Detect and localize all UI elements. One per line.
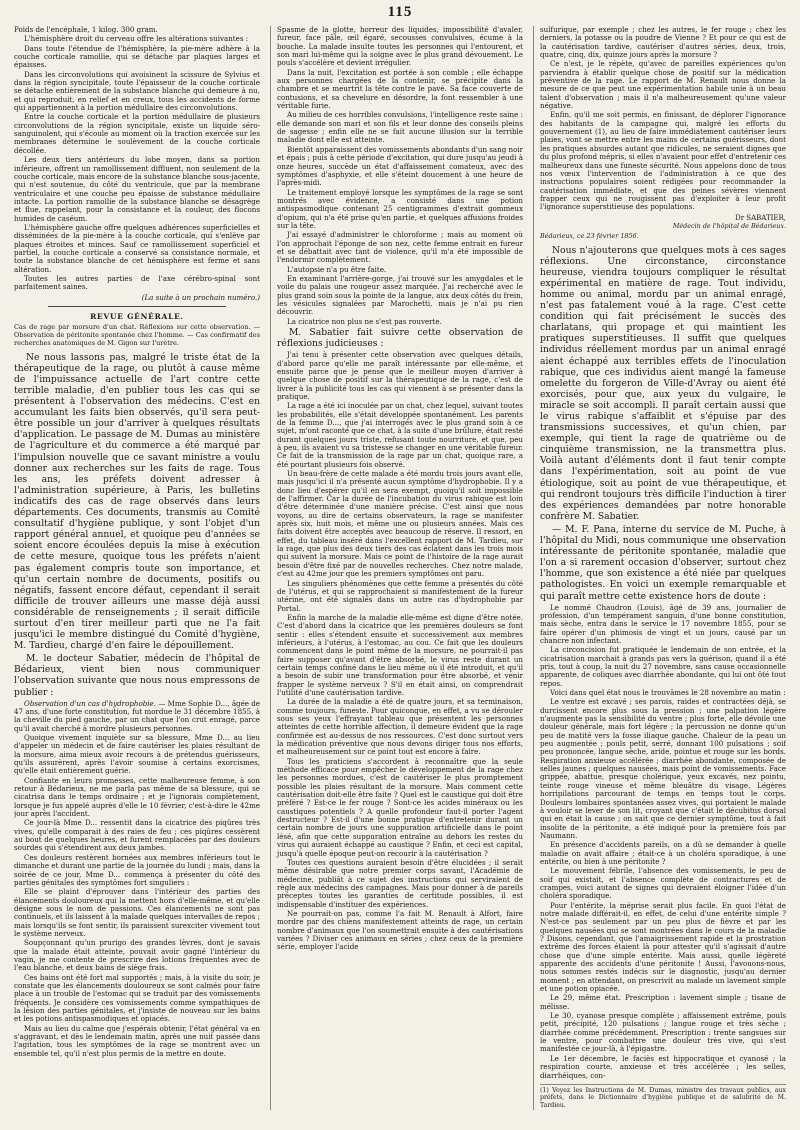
paragraph: Soupçonnant qu'un prurigo des grandes lèvres, dont je savais que la malade était atteinte, pouvait avoir gagné l'intérieur du vagin, je me contente de prescrire des lotions fréquentes avec de l'eau blanche, et deux bains de siège frais. <box>14 938 260 973</box>
paragraph: Dans les circonvolutions qui avoisinent la scissure de Sylvius et dans la région syncipitale, toute l'épaisseur de la couche corticale se détache entièrement de la substance blanche qui demeure à nu, et qui reproduit, en relief et en creux, tous les accidents de forme qui appartiennent à la portion médullaire des circonvolutions. <box>14 69 260 113</box>
column-right <box>533 26 786 1110</box>
paragraph: Pour l'entérite, la méprise serait plus facile. En quoi l'état de notre malade différait-il, en effet, de celui d'une entérite simple ? N'est-ce pas seulement par un peu plus de fièvre et par les quelques nausées qui se sont montrées dans le cours de la maladie ? Disons, cependant, que l'amaigrissement rapide et la prostration extrême des forces étaient là pour attester qu'il s'agissait d'autre chose que d'une simple entérite. Mais aussi, quelle légèreté apparente des accidents d'une péritonite ! Aussi, l'avouons-nous, nous sommes restés indécis sur le diagnostic, jusqu'au dernier moment ; en attendant, on prescrivit au malade un lavement simple et une potion opiacée. <box>540 900 786 994</box>
paragraph: L'hémisphère droit du cerveau offre les altérations suivantes : <box>24 34 249 44</box>
column-left <box>14 26 260 1110</box>
paragraph: Nous n'ajouterons que quelques mots à ces sages réflexions. Une circonstance, circonstance heureuse, viendra toujours compliquer le résultat expérimental en matière de rage. Tout individu, homme ou animal, mordu par un animal enragé, n'est pas fatalement voué à la rage. C'est cette condition qui fait précisément le succès des charlatans, qui propage et qui maintient les pratiques superstitieuses. Il suffit que quelques individus réellement mordus par un animal enragé aient échappé aux terribles effets de l'inoculation rabique, que ces individus aient mangé la fameuse omelette du forgeron de Ville-d'Avray ou aient été exorcisés, pour que, aux yeux du vulgaire, le miracle se soit accompli. Il paraît certain aussi que le virus rabique s'affaiblit et s'épuise par des transmissions successives, et qu'un chien, par exemple, qui tient la rage de quatrième ou de cinquième transmission, ne la transmettra plus. Voilà autant d'éléments dont il faut tenir compte dans l'expérimentation, soit au point de vue étiologique, soit au point de vue thérapeutique, et qui rendront toujours très difficile l'induction à tirer des expériences demandées par notre honorable confrère M. Sabatier. <box>540 244 786 522</box>
paragraph: Mais au lieu du calme que j'espérais obtenir, l'état général va en s'aggravant, et dès le lendemain matin, après une nuit passée dans l'agitation, tous les symptômes de la rage se montrent avec un ensemble tel, qu'il n'est plus permis de la mettre en doute. <box>14 1023 260 1058</box>
observation-heading: Observation d'un cas d'hydrophobie. <box>24 698 156 708</box>
paragraph: En examinant l'arrière-gorge, j'ai trouvé sur les amygdales et le voile du palais une rougeur assez marquée. J'ai recherché avec le plus grand soin sous la pointe de la langue, aux deux côtés du frein, les vésicules signalées par Marochetti, mais je n'ai pu rien découvrir. <box>277 273 523 317</box>
paragraph: Le traitement employé lorsque les symptômes de la rage se sont montrés avec évidence, a consisté dans une potion antispasmodique contenant 25 centigrammes d'extrait gommeux d'opium, qui n'a été prise qu'en partie, et quelques affusions froides sur la tête. <box>277 187 523 230</box>
paragraph: Ce n'est, je le répète, qu'avec de pareilles expériences qu'on parviendra à établir quelque chose de positif sur la médication préventive de la rage. Le rapport de M. Renault nous donne la mesure de ce que peut une expérimentation habile unie à un beau talent d'observation ; mais il n'a malheureusement qu'une valeur négative. <box>540 59 786 111</box>
paragraph: Le 1er décembre, le faciès est hippocratique et cyanosé ; la respiration courte, anxieuse et très accélérée ; les selles, diarrhéiques, con- <box>540 1053 786 1080</box>
paragraph: Enfin, qu'il me soit permis, en finissant, de déplorer l'ignorance des habitants de la campagne qui, malgré les efforts du gouvernement (1), au lieu de faire immédiatement cautériser leurs plaies, vont se mettre entre les mains de certains guérisseurs, dont les pratiques absurdes autant que ridicules, ne seraient dignes que du plus profond mépris, si elles n'avaient pour effet d'entretenir ces malheureux dans une funeste sécurité. Nous appelons donc de tous nos vœux l'intervention de l'administration à ce que des instructions populaires soient rédigées pour recommander la cautérisation immédiate, et que des peines sévères viennent frapper ceux qui ne rougissent pas d'exploiter à leur profit l'ignorance superstitieuse des populations. <box>540 110 786 212</box>
paragraph: Poids de l'encéphale, 1 kilog. 300 gram. <box>14 26 158 34</box>
paragraph: La durée de la maladie a été de quatre jours, et sa terminaison, comme toujours, funeste. Pour quiconque, en effet, a vu se dérouler sous ses yeux l'effrayant tableau que présentent les personnes atteintes de cette horrible affection, il demeure évident que la rage confirmée est au-dessus de nos ressources. C'est donc surtout vers la médication préventive que nous devons diriger tous nos efforts, et malheureusement sur ce point tout est encore à faire. <box>277 697 523 757</box>
paragraph: Quoique vivement inquiète sur sa blessure, Mme D... au lieu d'appeler un médecin et de faire cautériser les plaies résultant de la morsure, aima mieux avoir recours à de prétendus guérisseurs, qu'ils assurèrent, après l'avoir soumise à certains exorcismes, qu'elle était entièrement guérie. <box>14 733 260 776</box>
paragraph: Le 30, cyanose presque complète ; affaissement extrême, pouls petit, précipité, 120 pulsations ; langue rouge et très sèche ; diarrhée comme précédemment. Prescription : trente sangsues sur le ventre, pour combattre une douleur très vive, qui s'est manifestée ce jour-là, à l'épigastre. <box>540 1011 786 1054</box>
observation-text: — Mme Sophie D..., âgée de 47 ans, d'une forte constitution, fut mordue le 31 décembre 1855, à la cheville du pied gauche, par un chat que l'on crut enragé, parce qu'il avait cherché à mordre plusieurs personnes. <box>14 698 260 733</box>
paragraph: Elle se plaint d'éprouver dans l'intérieur des parties des élancements douloureux qui la mettent hors d'elle-même, et qu'elle désigne sous le nom de passions. Ces élancements ne sont pas continuels, et ils laissent à la malade quelques intervalles de repos ; mais lorsqu'ils se font sentir, ils paraissent surexciter vivement tout le système nerveux. <box>14 887 260 938</box>
paragraph: — M. F. Pana, interne du service de M. Puche, à l'hôpital du Midi, nous communique une observation intéressante de péritonite spontanée, maladie que l'on a si rarement occasion d'observer, surtout chez l'homme, que son existence a été niée par quelques pathologistes. En voici un exemple remarquable et qui paraît mettre cette existence hors de doute : <box>540 523 786 602</box>
paragraph: Bientôt apparaissent des vomissements abondants d'un sang noir et épais ; puis à cette période d'excitation, qui dure jusqu'au jeudi à onze heures, succède un état d'affaissement comateux, avec des symptômes d'asphyxie, et elle s'éteint doucement à une heure de l'après-midi. <box>277 144 523 188</box>
paragraph: Le 29, même état. Prescription : lavement simple ; tisane de mélisse. <box>540 993 786 1011</box>
paragraph: En présence d'accidents pareils, on a dû se demander à quelle maladie on avait affaire ; était-ce à un choléra sporadique, à une entérite, ou bien à une péritonite ? <box>540 840 786 866</box>
paragraph: Un beau-frère de cette malade a été mordu trois jours avant elle, mais jusqu'ici il n'a présenté aucun symptôme d'hydrophobie. Il y a donc lieu d'espérer qu'il en sera exempt, quoiqu'il soit impossible de l'affirmer. Car la durée de l'incubation du virus rabique est loin d'être déterminée d'une manière précise. C'est ainsi que nous voyons, au dire de certains observateurs, la rage se manifester après six, huit mois, et même une ou plusieurs années. Mais ces faits doivent être acceptés avec beaucoup de réserve. Il ressort, en effet, du tableau inséré dans l'excellent rapport de M. Tardieu, sur la rage, que plus des deux tiers des cas éclatent dans les trois mois qui suivent la morsure. Mais ce point de l'histoire de la rage aurait besoin d'être fixé par de nouvelles recherches. Chez notre malade, c'est au 42me jour que les premiers symptômes ont paru. <box>277 469 523 579</box>
paragraph: Les deux tiers antérieurs du lobe moyen, dans sa portion inférieure, offrent un ramollissement diffluent, non seulement de la couche corticale, mais encore de la substance blanche sous-jacente, qui n'est soutenue, du côté du ventricule, que par la membrane ventriculaire et une couche peu épaisse de substance médullaire intacte. La portion ramollie de la substance blanche se désagrège et flue, rappelant, pour la consistance et la couleur, des flocons humides de caséum. <box>14 155 260 223</box>
paragraph: L'hémisphère gauche offre quelques adhérences superficielles et disséminées de la pie-mère à la couche corticale, qui s'enlève par plaques étroites et minces. Sauf ce ramollissement superficiel et partiel, la couche corticale a conservé sa consistance normale, et toute la substance blanche de cet hémisphère est ferme et sans altération. <box>14 222 260 274</box>
paragraph: Ne pourrait-on pas, comme l'a fait M. Renault à Alfort, faire mordre par des chiens manifestement atteints de rage, un certain nombre d'animaux que l'on soumettrait ensuite à des cautérisations variées ? Diviser ces animaux en séries ; chez ceux de la première série, employer l'acide <box>277 908 523 952</box>
paragraph: sulfurique, par exemple ; chez les autres, le fer rouge ; chez les derniers, la potasse ou la poudre de Vienne ? Et pour ce qui est de la cautérisation tardive, cautériser d'autres séries, deux, trois, quatre, cinq, dix, quinze jours après la morsure ? <box>540 26 786 60</box>
text-columns <box>14 26 786 1110</box>
paragraph: Dans la nuit, l'excitation est portée à son comble ; elle échappe aux personnes chargées de la contenir, se précipite dans la chambre et se meurtrit la tête contre le pavé. Sa face couverte de contusions, et sa chevelure en désordre, la font ressembler à une véritable furie. <box>277 67 523 111</box>
continuation-note: (La suite à un prochain numéro.) <box>141 292 260 302</box>
paragraph: Toutes les autres parties de l'axe cérébro-spinal sont parfaitement saines. <box>14 273 260 292</box>
paragraph: Confiante en leurs promesses, cette malheureuse femme, à son retour à Bédarieux, ne me parla pas même de sa blessure, qui se cicatrisa dans le temps ordinaire ; et je l'ignorais complètement, lorsque je fus appelé auprès d'elle le 10 février, c'est-à-dire le 42me jour après l'accident. <box>14 775 260 819</box>
paragraph: Voici dans quel état nous le trouvâmes le 28 novembre au matin : <box>550 688 786 698</box>
paragraph: M. le docteur Sabatier, médecin de l'hôpital de Bédarieux, vient bien nous communiquer l'observation suivante que nous nous empressons de publier : <box>14 653 260 698</box>
column-middle <box>270 26 523 1110</box>
section-summary: Cas de rage par morsure d'un chat. Réflexions sur cette observation. — Observation de péritonite spontanée chez l'homme. — Cas confirmatif des recherches anatomiques de M. Gigon sur l'urètre. <box>14 323 260 347</box>
page-number: 115 <box>387 4 413 20</box>
paragraph: Dans toute l'étendue de l'hémisphère, la pie-mère adhère à la couche corticale ramollie, qui se détache par plaques larges et épaisses. <box>14 43 260 70</box>
paragraph: Ce jour-là Mme D... ressentit dans la cicatrice des piqûres très vives, qu'elle comparait à des raies de feu ; ces piqûres cessèrent au bout de quelques heures, et furent remplacées par des douleurs sourdes qui s'étendirent aux deux jambes. <box>14 818 260 853</box>
paragraph: La cicatrice non plus ne s'est pas rouverte. <box>287 316 442 326</box>
paragraph: Entre la couche corticale et la portion médullaire de plusieurs circonvolutions de la région syncipitale, existe un liquide séro-sanguinolent, qui s'écoule au moment où la traction exercée sur les membranes détermine le soulèvement de la couche corticale décollée. <box>14 112 260 155</box>
paragraph: Spasme de la glotte, horreur des liquides, impossibilité d'avaler, fureur, face pâle, œil égaré, secousses convulsives, écume à la bouche. La malade insulte toutes les personnes qui l'entourent, et son mari lui-même qui la soigne avec le plus grand dévouement. Le pouls s'accélère et devient irrégulier. <box>277 26 523 68</box>
section-title: REVUE GÉNÉRALE. <box>90 312 184 321</box>
paragraph: La rage a été ici inoculée par un chat, chez lequel, suivant toutes les probabilités, elle s'était développée spontanément. Les parents de la femme D..., que j'ai interrogés avec le plus grand soin à ce sujet, m'ont raconté que ce chat, à la suite d'une brûlure, était resté durant quelques jours triste, refusant toute nourriture, et que, peu à peu, ils avaient vu sa tristesse se changer en une véritable fureur. Ce fait de la transmission de la rage par un chat, quoique rare, a été pourtant plusieurs fois observé. <box>277 401 523 469</box>
section-divider <box>48 306 226 307</box>
paragraph: La circoncision fut pratiquée le lendemain de son entrée, et la cicatrisation marchait à grands pas vers la guérison, quand il a été pris, tout à coup, la nuit du 27 novembre, sans cause occasionnelle apparente, de coliques avec diarrhée abondante, qui lui ont ôté tout repos. <box>540 645 786 688</box>
paragraph: Enfin la marche de la maladie elle-même est digne d'être notée. C'est d'abord dans la cicatrice que les premières douleurs se font sentir : elles s'étendent ensuite et successivement aux membres inférieurs, à l'utérus, à l'estomac, au cou. Ce fait que les douleurs commencent dans le point même de la morsure, ne pourrait-il pas faire supposer qu'avant d'être absorbé, le virus reste durant un certain temps confiné dans le lieu même où il été introduit, et qu'il a besoin de subir une transformation pour être absorbé, et venir frapper le système nerveux ? S'il en était ainsi, on comprendrait l'utilité d'une cautérisation tardive. <box>277 612 523 697</box>
paragraph: Les singuliers phénomènes que cette femme a présentés du côté de l'utérus, et qui se rapprochaient si manifestement de la fureur utérine, ont été signalés dans un autre cas d'hydrophobie par Portal. <box>277 578 523 613</box>
footnote: (1) Voyez les Instructions de M. Dumas, ministre des travaux publics, aux préfets, dans le Dictionnaire d'hygiène publique et de salubrité de M. Tardieu. <box>540 1084 786 1109</box>
paragraph: Le ventre est excavé ; ses parois, raides et contractées déjà, se durcissent encore plus sous la pression ; une palpation légère n'augmente pas la sensibilité du ventre ; plus forte, elle dévoile une douleur générale, mais fort légère ; la percussion ne donne qu'un peu de matité vers la fosse iliaque gauche. Chaleur de la peau un peu augmentée ; pouls petit, serré, donnant 100 pulsations ; soif peu prononcée, langue sèche, aride, pointue et rouge sur les bords. Respiration anxieuse accélérée ; diarrhée abondante, composée de selles jaunes ; quelques nausées, mais point de vomissements. Face grippée, abattue, presque cholérique, yeux excavés, nez pointu, teinte rouge vineuse et même bleuâtre du visage. Légères horripilations parcourant de temps en temps tout le corps. Douleurs lombaires spontanées assez vives, qui portaient le malade à vouloir se lever de son lit, croyant que c'était le décubitus dorsal qui en était la cause ; on sait que ce dernier symptôme, tout à fait insolite de la péritonite, a été indiqué pour la première fois par Naumann. <box>540 697 786 840</box>
paragraph <box>14 700 260 733</box>
paragraph: Ne nous lassons pas, malgré le triste état de la thérapeutique de la rage, ou plutôt à cause même de l'impuissance actuelle de l'art contre cette terrible maladie, d'en publier tous les cas qui se présentent à l'observation des médecins. C'est en accumulant les faits bien observés, qu'il sera peut-être possible un jour d'arriver à quelques résultats d'application. Le passage de M. Dumas au ministère de l'agriculture et du commerce a été marqué par l'impulsion nouvelle que ce savant ministre a voulu donner aux recherches sur les faits de rage. Tous les ans, les préfets doivent adresser à l'administration supérieure, à Paris, les bulletins indicatifs des cas de rage observés dans leurs départements. Ces documents, transmis au Comité consultatif d'hygiène publique, y sont l'objet d'un rapport général annuel, et quoique peu d'années se soient encore écoulées depuis la mise à exécution de cette mesure, quoique tous les préfets n'aient pas également compris toute son importance, et qu'un certain nombre de documents, positifs ou négatifs, fassent encore défaut, cependant il serait difficile de trouver ailleurs une masse déjà aussi considérable de renseignements ; il serait difficile surtout d'en tirer meilleur parti que ne l'a fait jusqu'ici le membre distingué du Comité d'hygiène, M. Tardieu, chargé d'en faire le dépouillement. <box>14 351 260 652</box>
paragraph: Le nommé Chaudron (Louis), âgé de 39 ans, journalier de profession, d'un tempérament sanguin, d'une bonne constitution, mais sèche, entra dans le service le 17 novembre 1855, pour se faire opérer d'un phimosis de vingt et un jours, causé par un chancre non infectant. <box>540 602 786 645</box>
paragraph: Ces douleurs restèrent bornées aux membres inférieurs tout le dimanche et durant une partie de la journée du lundi ; mais, dans la soirée de ce jour, Mme D... commença à présenter du côté des parties génitales des symptômes fort singuliers : <box>14 852 260 887</box>
paragraph: Au milieu de ces horribles convulsions, l'intelligence reste saine : elle demande son mari et son fils et leur donne des conseils pleins de sagesse ; enfin elle ne se fait aucune illusion sur la terrible maladie dont elle est atteinte. <box>277 110 523 145</box>
author-title: Médecin de l'hôpital de Bédarieux. <box>672 221 786 230</box>
paragraph: M. Sabatier fait suivre cette observation de réflexions judicieuses : <box>277 327 523 350</box>
paragraph: Tous les praticiens s'accordent à reconnaître que la seule méthode efficace pour empêcher le développement de la rage chez les personnes mordues, c'est de cautériser le plus promptement possible les plaies résultant de la morsure. Mais comment cette cautérisation doit-elle être faite ? Quel est le caustique qui doit être préféré ? Est-ce le fer rouge ? Sont-ce les acides minéraux ou les caustiques potentiels ? A quelle profondeur faut-il porter l'agent destructeur ? Est-il d'une bonne pratique d'entretenir durant un certain nombre de jours une suppuration artificielle dans le point lésé, afin que cette suppuration entraîne au dehors les restes du virus qui auraient échappé au caustique ? Enfin, et ceci est capital, jusqu'à quelle époque peut-on recourir à la cautérisation ? <box>277 756 523 858</box>
paragraph: Le mouvement fébrile, l'absence des vomissements, le peu de soif qui existait, et l'absence complète de contractures et de crampes, voici autant de signes qui devraient éloigner l'idée d'un choléra sporadique. <box>540 866 786 901</box>
author-signature: Dr SABATIER, <box>735 213 786 222</box>
paragraph: L'autopsie n'a pu être faite. <box>287 264 387 274</box>
paragraph: J'ai essayé d'administrer le chloroforme ; mais au moment où l'on approchait l'éponge de son nez, cette femme entrait en fureur et se débattait avec tant de violence, qu'il m'a été impossible de l'endormir complètement. <box>277 230 523 265</box>
place-date: Bédarieux, ce 23 février 1856. <box>540 232 639 241</box>
paragraph: Ces bains ont été fort mal supportés ; mais, à la visite du soir, je constate que les élancements douloureux se sont calmés pour faire place à un trouble de l'estomac qui se traduit par des vomissements fréquents. Je considère ces vomissements comme sympathiques de la lésion des parties génitales, et j'insiste de nouveau sur les bains et les potions antispasmodiques et opiacés. <box>14 972 260 1024</box>
paragraph: J'ai tenu à présenter cette observation avec quelques détails, d'abord parce qu'elle me paraît intéressante par elle-même, et ensuite parce que je pense que le meilleur moyen d'arriver à quelque chose de positif sur la thérapeutique de la rage, c'est de livrer à la publicité tous les cas qui viennent à se présenter dans la pratique. <box>277 350 523 401</box>
paragraph: Toutes ces questions auraient besoin d'être élucidées ; il serait même désirable que notre premier corps savant, l'Académie de médecine, publiât à ce sujet des instructions qui serviraient de règle aux médecins des campagnes. Mais pour donner à de pareils préceptes toutes les garanties de certitude possibles, il est indispensable d'instituer des expériences. <box>277 857 523 909</box>
